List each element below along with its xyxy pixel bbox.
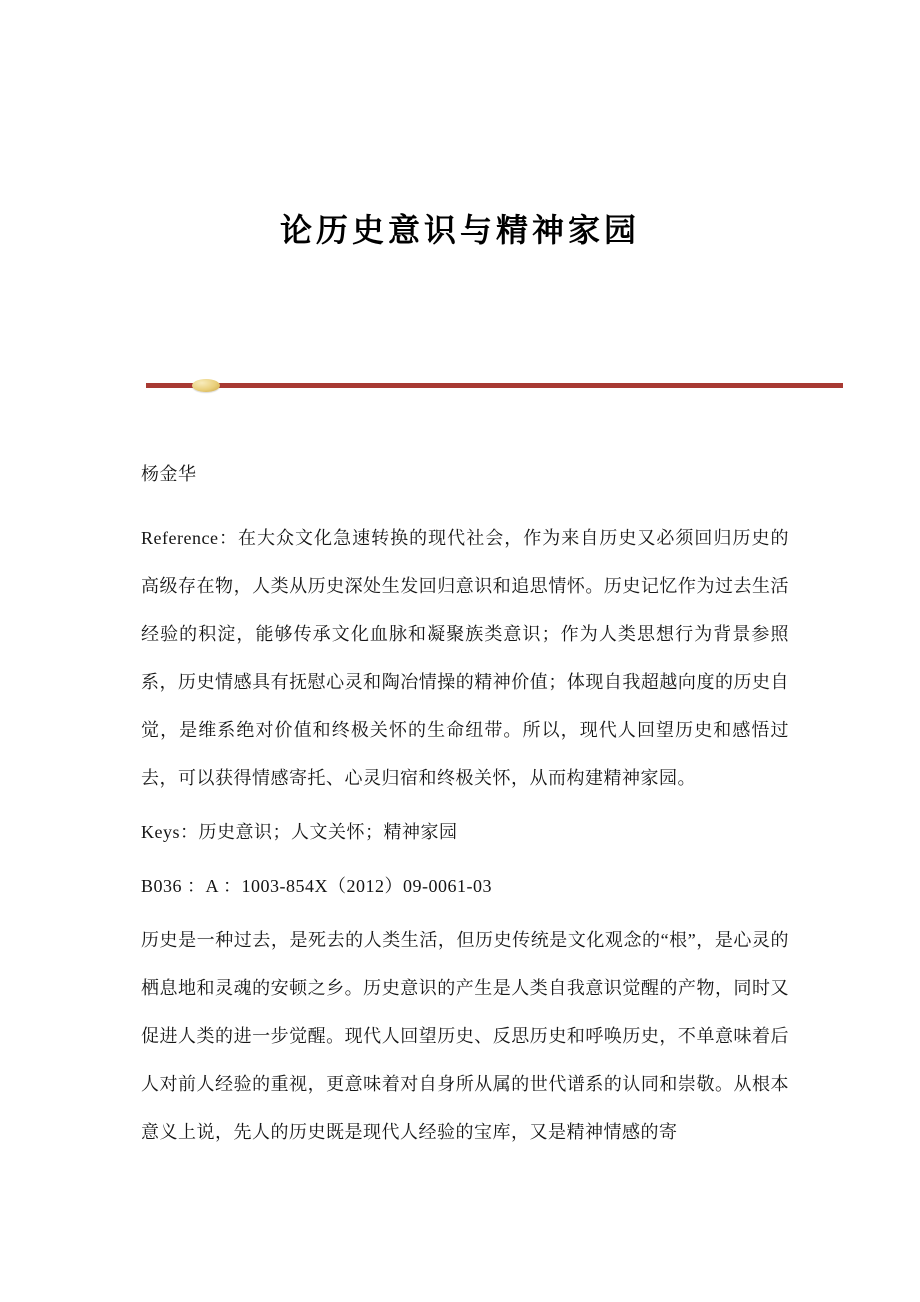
body-paragraph: 历史是一种过去，是死去的人类生活，但历史传统是文化观念的“根”，是心灵的栖息地和灵魂的安顿之乡。历史意识的产生是人类自我意识觉醒的产物，同时又促进人类的进一步觉醒。现代人回望历史、反思历史和呼唤历史，不单意味着后人对前人经验的重视，更意味着对自身所从属的世代谱系的认同和崇敬。从根本意义上说，先人的历史既是现代人经验的宝库，又是精神情感的寄 xyxy=(141,930,789,1142)
divider-ornament-icon xyxy=(192,379,220,392)
classification-line: B036 ：A ：1003-854X（2012）09-0061-03 xyxy=(141,876,492,896)
article-content xyxy=(141,450,789,1162)
keywords-line: Keys：历史意识；人文关怀；精神家园 xyxy=(141,822,458,842)
divider-line xyxy=(146,383,843,388)
abstract-paragraph: Reference：在大众文化急速转换的现代社会，作为来自历史又必须回归历史的高级存在物，人类从历史深处生发回归意识和追思情怀。历史记忆作为过去生活经验的积淀，能够传承文化血脉和凝聚族类意识；作为人类思想行为背景参照系，历史情感具有抚慰心灵和陶冶情操的精神价值；体现自我超越向度的历史自觉，是维系绝对价值和终极关怀的生命纽带。所以，现代人回望历史和感悟过去，可以获得情感寄托、心灵归宿和终极关怀，从而构建精神家园。 xyxy=(141,528,789,788)
author-name: 杨金华 xyxy=(141,464,197,484)
article-title: 论历史意识与精神家园 xyxy=(279,212,640,248)
